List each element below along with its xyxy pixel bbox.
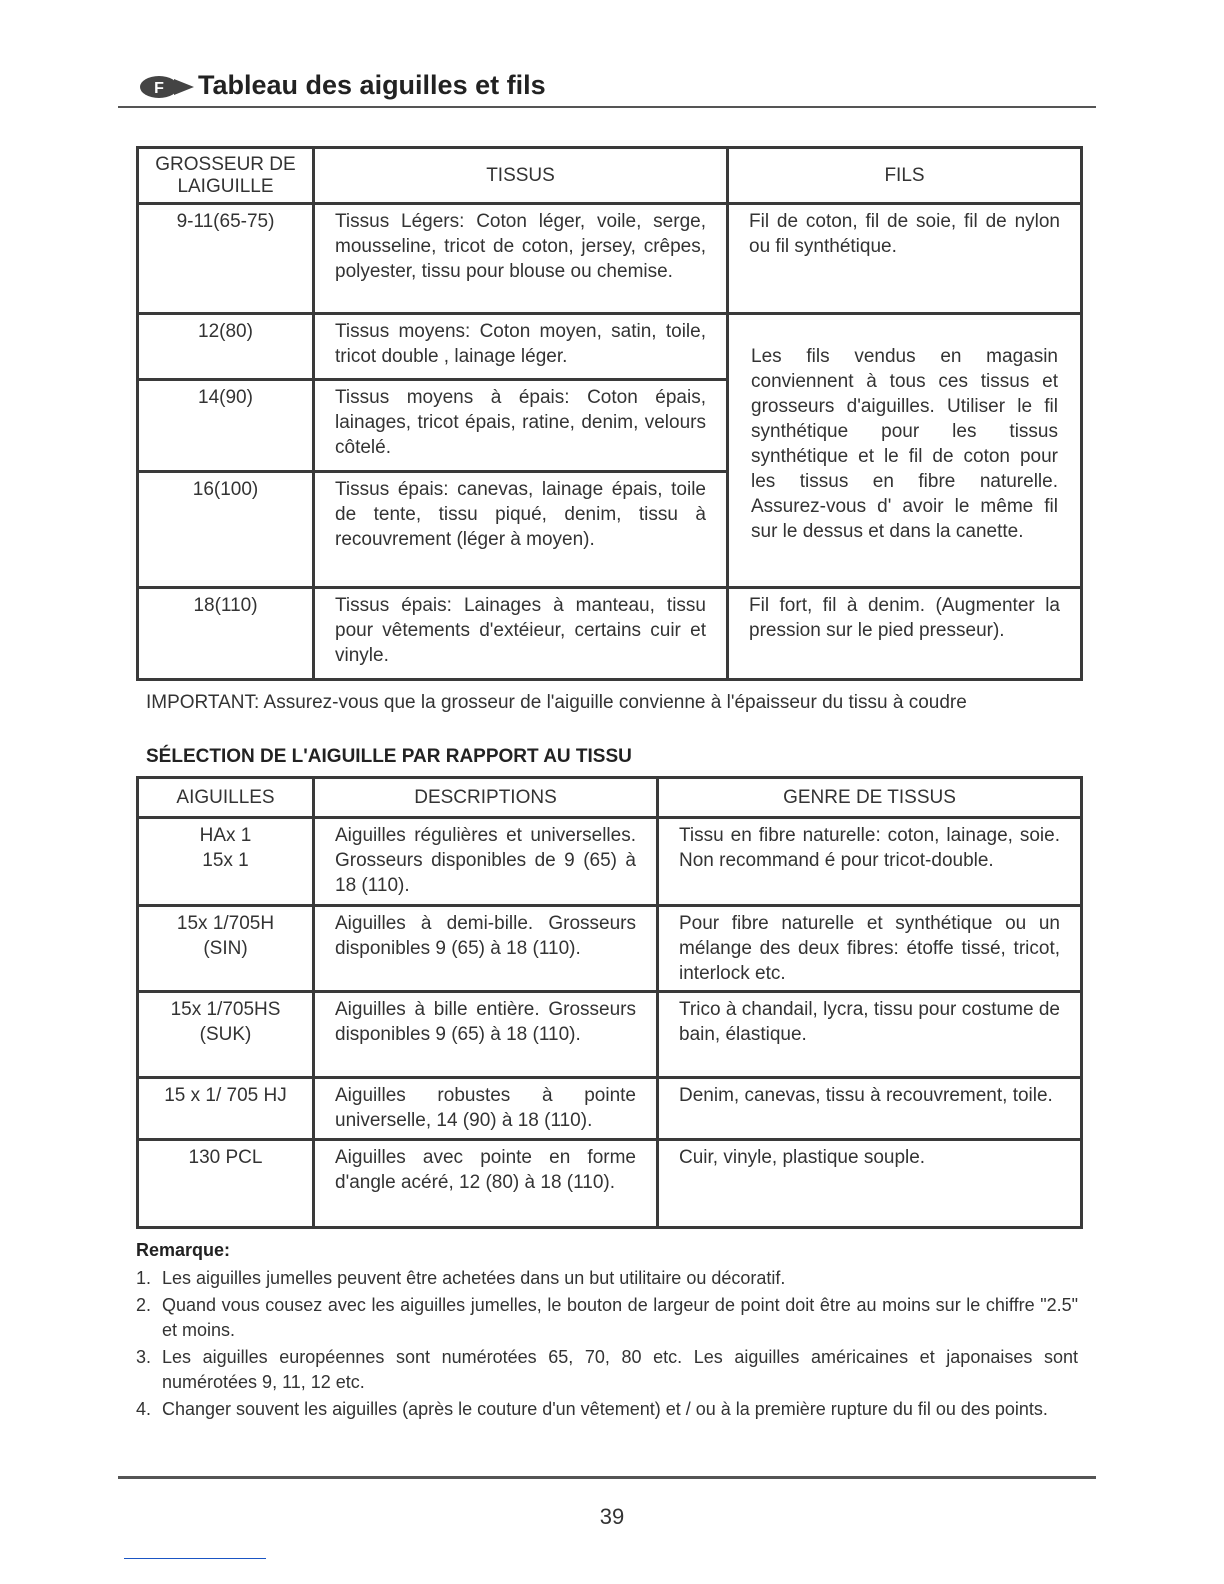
fabric-cell: Trico à chandail, lycra, tissu pour costume de bain, élastique. bbox=[658, 992, 1082, 1078]
description-cell: Aiguilles régulières et universelles. Grosseurs disponibles de 9 (65) à 18 (110). bbox=[314, 818, 658, 906]
list-item-number: 3. bbox=[136, 1347, 152, 1367]
important-note: IMPORTANT: Assurez-vous que la grosseur de l'aiguille convienne à l'épaisseur du tissu à coudre bbox=[146, 692, 967, 713]
column-header-fils: FILS bbox=[728, 148, 1082, 204]
table-row bbox=[138, 1078, 1082, 1140]
needle-cell: 15x 1/705HS (SUK) bbox=[138, 992, 314, 1078]
list-item-number: 2. bbox=[136, 1295, 152, 1315]
needle-cell: 15 x 1/ 705 HJ bbox=[138, 1078, 314, 1140]
table-header-row bbox=[138, 778, 1082, 818]
remarks-list bbox=[136, 1266, 1078, 1424]
decorative-line bbox=[124, 1558, 266, 1559]
section-title: SÉLECTION DE L'AIGUILLE PAR RAPPORT AU TISSU bbox=[146, 746, 632, 767]
size-cell: 12(80) bbox=[138, 314, 314, 380]
list-item-number: 1. bbox=[136, 1268, 152, 1288]
column-header-genre: GENRE DE TISSUS bbox=[658, 778, 1082, 818]
page-header bbox=[118, 66, 1096, 108]
needle-cell: 15x 1/705H (SIN) bbox=[138, 906, 314, 992]
size-cell: 9-11(65-75) bbox=[138, 204, 314, 314]
fils-merged-cell: Les fils vendus en magasin conviennent à tous ces tissus et grosseurs d'aiguilles. Utiliser le fil synthétique pour les tissus synthétique et le fil de coton pour les tissus en fibre naturelle. Assurez-vous d' avoir le même fil sur le dessus et dans la canette. bbox=[728, 314, 1082, 588]
column-header-tissus: TISSUS bbox=[314, 148, 728, 204]
description-cell: Aiguilles à bille entière. Grosseurs disponibles 9 (65) à 18 (110). bbox=[314, 992, 658, 1078]
table-row bbox=[138, 818, 1082, 906]
list-item-text: Les aiguilles européennes sont numérotées 65, 70, 80 etc. Les aiguilles américaines et japonaises sont numérotées 9, 11, 12 etc. bbox=[162, 1347, 1078, 1392]
size-cell: 18(110) bbox=[138, 588, 314, 680]
table-row bbox=[138, 588, 1082, 680]
table-header-row bbox=[138, 148, 1082, 204]
list-item bbox=[136, 1293, 1078, 1343]
tissus-cell: Tissus moyens: Coton moyen, satin, toile, tricot double , lainage léger. bbox=[314, 314, 728, 380]
fabric-cell: Denim, canevas, tissu à recouvrement, toile. bbox=[658, 1078, 1082, 1140]
list-item-text: Changer souvent les aiguilles (après le couture d'un vêtement) et / ou à la première rupture du fil ou des points. bbox=[162, 1399, 1048, 1419]
needle-thread-table bbox=[136, 146, 1083, 681]
description-cell: Aiguilles à demi-bille. Grosseurs disponibles 9 (65) à 18 (110). bbox=[314, 906, 658, 992]
tissus-cell: Tissus épais: canevas, lainage épais, toile de tente, tissu piqué, denim, tissu à recouvrement (léger à moyen). bbox=[314, 472, 728, 588]
fils-cell: Fil fort, fil à denim. (Augmenter la pression sur le pied presseur). bbox=[728, 588, 1082, 680]
tissus-cell: Tissus moyens à épais: Coton épais, lainages, tricot épais, ratine, denim, velours côtelé. bbox=[314, 380, 728, 472]
needle-cell: HAx 1 15x 1 bbox=[138, 818, 314, 906]
badge-letter: F bbox=[154, 80, 164, 97]
tissus-cell: Tissus Légers: Coton léger, voile, serge, mousseline, tricot de coton, jersey, crêpes, polyester, tissu pour blouse ou chemise. bbox=[314, 204, 728, 314]
table-row bbox=[138, 906, 1082, 992]
list-item-text: Les aiguilles jumelles peuvent être achetées dans un but utilitaire ou décoratif. bbox=[162, 1268, 786, 1288]
footer-divider bbox=[118, 1476, 1096, 1479]
table-row bbox=[138, 1140, 1082, 1228]
list-item bbox=[136, 1345, 1078, 1395]
needle-selection-table bbox=[136, 776, 1083, 1229]
list-item bbox=[136, 1266, 1078, 1291]
column-header-aiguilles: AIGUILLES bbox=[138, 778, 314, 818]
list-item-text: Quand vous cousez avec les aiguilles jumelles, le bouton de largeur de point doit être au moins sur le chiffre "2.5" et moins. bbox=[162, 1295, 1078, 1340]
description-cell: Aiguilles avec pointe en forme d'angle acéré, 12 (80) à 18 (110). bbox=[314, 1140, 658, 1228]
table-row bbox=[138, 204, 1082, 314]
page-number: 39 bbox=[599, 1504, 625, 1529]
column-header-descriptions: DESCRIPTIONS bbox=[314, 778, 658, 818]
size-cell: 14(90) bbox=[138, 380, 314, 472]
tissus-cell: Tissus épais: Lainages à manteau, tissu pour vêtements d'extéieur, certains cuir et vinyle. bbox=[314, 588, 728, 680]
language-badge-icon bbox=[138, 74, 196, 100]
fils-cell: Fil de coton, fil de soie, fil de nylon ou fil synthétique. bbox=[728, 204, 1082, 314]
description-cell: Aiguilles robustes à pointe universelle, 14 (90) à 18 (110). bbox=[314, 1078, 658, 1140]
list-item bbox=[136, 1397, 1078, 1422]
table-row bbox=[138, 314, 1082, 380]
column-header-size: GROSSEUR DE LAIGUILLE bbox=[138, 148, 314, 204]
size-cell: 16(100) bbox=[138, 472, 314, 588]
fabric-cell: Pour fibre naturelle et synthétique ou un mélange des deux fibres: étoffe tissé, tricot, interlock etc. bbox=[658, 906, 1082, 992]
table-row bbox=[138, 992, 1082, 1078]
page-title: Tableau des aiguilles et fils bbox=[198, 70, 546, 100]
needle-cell: 130 PCL bbox=[138, 1140, 314, 1228]
remarks-title: Remarque: bbox=[136, 1240, 231, 1260]
fabric-cell: Cuir, vinyle, plastique souple. bbox=[658, 1140, 1082, 1228]
fabric-cell: Tissu en fibre naturelle: coton, lainage, soie. Non recommand é pour tricot-double. bbox=[658, 818, 1082, 906]
list-item-number: 4. bbox=[136, 1399, 152, 1419]
